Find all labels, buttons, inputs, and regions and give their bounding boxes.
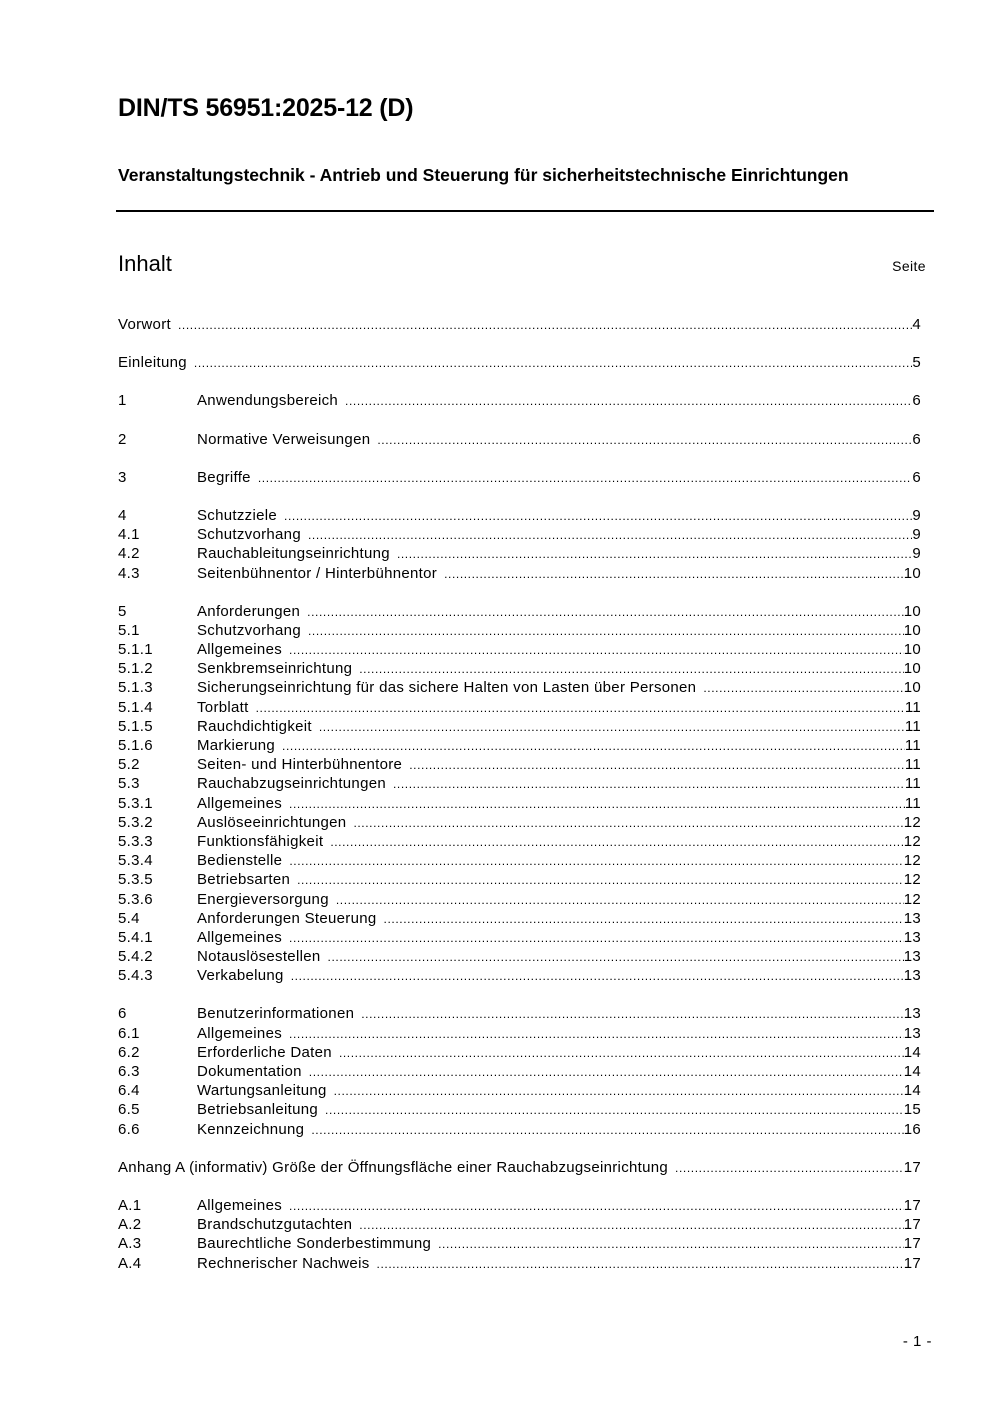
toc-entry-number: 5.1 [118,621,140,639]
toc-dot-leader [289,640,904,659]
toc-entry-title: Schutzvorhang [197,526,301,544]
toc-entry-number: 6.1 [118,1024,140,1042]
toc-entry-number: 5.4.3 [118,967,153,985]
toc-entry-page: 13 [903,928,921,946]
toc-entry-page: 6 [912,468,921,486]
toc-group [118,1004,921,1138]
toc-dot-leader [409,755,905,774]
toc-dot-leader [353,813,903,832]
toc-entry-title: Normative Verweisungen [197,430,371,448]
toc-dot-leader [328,947,904,966]
toc-group [118,391,921,410]
toc-entry[interactable] [118,525,921,544]
toc-entry-page: 10 [903,641,921,659]
toc-entry-page: 12 [903,871,921,889]
toc-entry-number: 5.1.3 [118,679,153,697]
toc-entry-title: Allgemeines [197,794,283,812]
toc-entry-page: 12 [903,832,921,850]
toc-entry-title: Anforderungen Steuerung [197,909,377,927]
toc-entry[interactable] [118,564,921,583]
toc-dot-leader [361,1004,903,1023]
toc-entry-number: A.2 [118,1216,142,1234]
toc-entry[interactable] [118,947,921,966]
toc-entry-number: 6.5 [118,1101,140,1119]
toc-entry-number: 3 [118,468,127,486]
toc-entry-page: 11 [904,794,921,812]
toc-group [118,315,921,334]
toc-group [118,1196,921,1273]
toc-entry-number: 5.3.6 [118,890,153,908]
toc-entry-number: A.3 [118,1235,142,1253]
toc-entry-page: 10 [903,602,921,620]
toc-dot-leader [289,794,905,813]
toc-entry[interactable] [118,1024,921,1043]
toc-entry-title: Seiten- und Hinterbühnentore [197,756,403,774]
toc-entry[interactable] [118,1120,921,1139]
toc-entry-number: 5.2 [118,756,140,774]
toc-entry-page: 13 [903,967,921,985]
toc-entry-page: 16 [903,1120,921,1138]
toc-dot-leader [256,698,905,717]
toc-entry-title: Senkbremseinrichtung [197,660,353,678]
toc-entry-page: 10 [903,660,921,678]
toc-entry[interactable] [118,813,921,832]
toc-dot-leader [289,928,904,947]
toc-group [118,602,921,986]
toc-entry[interactable] [118,678,921,697]
toc-entry[interactable] [118,1196,921,1215]
toc-entry-page: 11 [904,737,921,754]
toc-entry-page: 9 [912,545,921,563]
toc-entry-title: Betriebsanleitung [197,1101,319,1119]
toc-dot-leader [289,851,903,870]
toc-dot-leader [397,544,912,563]
toc-entry-number: 5.4.1 [118,928,153,946]
toc-entry-page: 15 [903,1101,921,1119]
toc-entry-page: 5 [912,354,921,372]
toc-dot-leader [311,1120,903,1139]
toc-entry-number: 5.3.3 [118,832,153,850]
toc-entry-title: Brandschutzgutachten [197,1216,353,1234]
toc-dot-leader [291,966,904,985]
toc-entry-page: 10 [903,564,921,582]
toc-dot-leader [345,391,912,410]
toc-entry-page: 17 [903,1216,921,1234]
toc-entry-page: 10 [903,621,921,639]
toc-entry-title: Anforderungen [197,602,301,620]
toc-entry-title: Begriffe [197,468,251,486]
toc-entry-title: Allgemeines [197,1024,283,1042]
toc-entry[interactable] [118,909,921,928]
toc-group [118,430,921,449]
toc-entry-number: 4.2 [118,545,140,563]
toc-entry-number: 5.1.5 [118,717,153,735]
toc-entry[interactable] [118,774,921,793]
toc-dot-leader [282,736,905,755]
toc-entry-page: 14 [903,1043,921,1061]
toc-dot-leader [377,1254,904,1273]
toc-dot-leader [309,1062,904,1081]
toc-entry-number: 5.3.4 [118,852,153,870]
toc-entry[interactable] [118,1004,921,1023]
toc-dot-leader [297,870,904,889]
toc-entry-number: 4.1 [118,526,140,544]
toc-entry-title: Allgemeines [197,928,283,946]
toc-entry-page: 17 [903,1254,921,1272]
toc-entry-number: 6 [118,1005,127,1023]
toc-entry-number: 5.1.4 [118,698,153,716]
toc-entry-page: 14 [903,1082,921,1100]
toc-entry-title: Wartungsanleitung [197,1082,327,1100]
toc-entry-number: 6.2 [118,1043,140,1061]
toc-entry-number: 5.3 [118,775,140,793]
toc-entry[interactable] [118,506,921,525]
toc-entry-title: Dokumentation [197,1063,302,1080]
toc-entry[interactable] [118,1081,921,1100]
toc-dot-leader [308,525,912,544]
toc-entry[interactable] [118,832,921,851]
toc-entry[interactable] [118,1215,921,1234]
toc-dot-leader [703,678,903,697]
toc-dot-leader [289,1024,904,1043]
toc-entry-number: 6.6 [118,1120,140,1138]
toc-entry-number: 5.1.6 [118,737,153,754]
toc-entry-page: 17 [903,1158,921,1176]
toc-group [118,353,921,372]
toc-entry[interactable] [118,717,921,736]
toc-entry-page: 13 [903,909,921,927]
toc-dot-leader [319,717,905,736]
toc-group [118,506,921,583]
toc-entry-page: 12 [903,852,921,870]
toc-entry-title: Funktionsfähigkeit [197,832,324,850]
toc-entry-title: Anwendungsbereich [197,392,339,410]
toc-entry-number: 5.4 [118,909,140,927]
toc-entry-title: Kennzeichnung [197,1120,305,1138]
toc-entry-title: Rauchdichtigkeit [197,717,312,735]
title-divider [116,210,934,212]
toc-entry-number: 5.3.2 [118,813,153,831]
toc-dot-leader [307,602,904,621]
toc-entry-title: Torblatt [197,698,249,716]
document-title: Veranstaltungstechnik - Antrieb und Steuerung für sicherheitstechnische Einrichtungen [118,165,849,185]
toc-entry-title: Energieversorgung [197,890,329,908]
toc-entry-title: Markierung [197,737,276,754]
toc-entry[interactable] [118,621,921,640]
toc-entry-number: 5.3.5 [118,871,153,889]
toc-dot-leader [339,1043,904,1062]
toc-entry[interactable] [118,1100,921,1119]
toc-entry[interactable] [118,851,921,870]
toc-entry-page: 12 [903,813,921,831]
toc-dot-leader [284,506,912,525]
toc-entry[interactable] [118,755,921,774]
document-id: DIN/TS 56951:2025-12 (D) [118,94,414,122]
toc-entry-page: 6 [912,392,921,410]
toc-dot-leader [258,468,913,487]
toc-entry-number: 6.3 [118,1063,140,1080]
toc-entry[interactable] [118,1062,921,1081]
toc-dot-leader [393,774,905,793]
toc-entry-title: Verkabelung [197,967,284,985]
toc-entry-title: Allgemeines [197,641,283,659]
toc-dot-leader [359,1215,903,1234]
toc-dot-leader [438,1234,904,1253]
toc-dot-leader [308,621,904,640]
toc-entry[interactable] [118,544,921,563]
toc-entry[interactable] [118,640,921,659]
toc-entry-page: 17 [903,1196,921,1214]
toc-entry-number: A.4 [118,1254,142,1272]
toc-entry-page: 12 [903,890,921,908]
toc-entry-page: 17 [903,1235,921,1253]
toc-entry[interactable] [118,794,921,813]
toc-entry[interactable] [118,353,921,372]
toc-entry[interactable] [118,315,921,334]
toc-entry-number: 1 [118,392,127,410]
toc-entry-page: 9 [912,526,921,544]
toc-dot-leader [330,832,903,851]
toc-dot-leader [325,1100,904,1119]
toc-entry-title: Rechnerischer Nachweis [197,1254,370,1272]
toc-dot-leader [194,353,912,372]
toc-heading: Inhalt [118,251,172,276]
toc-entry-title: Rauchableitungseinrichtung [197,545,390,563]
page-number: - 1 - [902,1333,932,1350]
toc-entry[interactable] [118,430,921,449]
toc-dot-leader [178,315,912,334]
toc-entry-title: Betriebsarten [197,871,291,889]
toc-entry-page: 4 [912,316,921,333]
toc-entry-title: Schutzvorhang [197,621,301,639]
toc-entry-number: 4.3 [118,564,140,582]
toc-entry-title: Baurechtliche Sonderbestimmung [197,1235,432,1253]
toc-entry-title: Schutzziele [197,506,278,524]
toc-entry-title: Einleitung [118,354,187,372]
toc-dot-leader [675,1158,904,1177]
toc-entry-page: 9 [912,506,921,524]
toc-entry[interactable] [118,1254,921,1273]
toc-entry-title: Sicherungseinrichtung für das sichere Halten von Lasten über Personen [197,679,697,697]
toc-entry[interactable] [118,602,921,621]
toc-dot-leader [334,1081,904,1100]
toc-entry[interactable] [118,698,921,717]
toc-entry-title: Auslöseeinrichtungen [197,813,347,831]
toc-entry[interactable] [118,468,921,487]
toc-entry[interactable] [118,890,921,909]
toc-dot-leader [377,430,912,449]
toc-entry-title: Erforderliche Daten [197,1043,332,1061]
toc-dot-leader [359,659,903,678]
toc-entry[interactable] [118,1043,921,1062]
toc-entry-title: Benutzerinformationen [197,1005,355,1023]
toc-entry[interactable] [118,928,921,947]
toc-entry-page: 6 [912,430,921,448]
toc-entry-page: 13 [903,1024,921,1042]
toc-entry-page: 13 [903,948,921,966]
toc-dot-leader [444,564,904,583]
toc-group [118,468,921,487]
toc-entry-title: Seitenbühnentor / Hinterbühnentor [197,564,438,582]
toc-entry-number: 5.1.1 [118,641,153,659]
toc-entry[interactable] [118,736,921,755]
toc-entry-title: Allgemeines [197,1196,283,1214]
toc-entry-title: Vorwort [118,316,171,333]
toc-dot-leader [289,1196,904,1215]
toc-entry-number: 5.3.1 [118,794,153,812]
toc-entry-number: A.1 [118,1196,142,1214]
toc-entry-number: 6.4 [118,1082,140,1100]
toc-entry[interactable] [118,1158,921,1177]
toc-entry-number: 5.1.2 [118,660,153,678]
toc-entry[interactable] [118,870,921,889]
toc-entry[interactable] [118,1234,921,1253]
toc-entry-title: Rauchabzugseinrichtungen [197,775,386,793]
toc-entry-title: Anhang A (informativ) Größe der Öffnungsfläche einer Rauchabzugseinrichtung [118,1158,669,1176]
toc-entry-page: 11 [904,756,921,774]
toc-entry-number: 2 [118,430,127,448]
toc-group [118,1158,921,1177]
toc-entry-page: 14 [903,1063,921,1080]
toc-entry-number: 4 [118,506,127,524]
toc-page-column-label: Seite [892,258,926,274]
toc-entry-number: 5 [118,602,127,620]
toc-entry[interactable] [118,966,921,985]
toc-entry-number: 5.4.2 [118,948,153,966]
toc-entry-page: 11 [904,717,921,735]
toc-entry-title: Notauslösestellen [197,948,321,966]
toc-dot-leader [384,909,904,928]
toc-entry-title: Bedienstelle [197,852,283,870]
table-of-contents [118,315,921,1292]
toc-entry-page: 10 [903,679,921,697]
toc-entry-page: 11 [904,775,921,793]
toc-entry-page: 11 [904,698,921,716]
toc-dot-leader [336,890,904,909]
toc-entry-page: 13 [903,1005,921,1023]
toc-entry[interactable] [118,659,921,678]
toc-entry[interactable] [118,391,921,410]
